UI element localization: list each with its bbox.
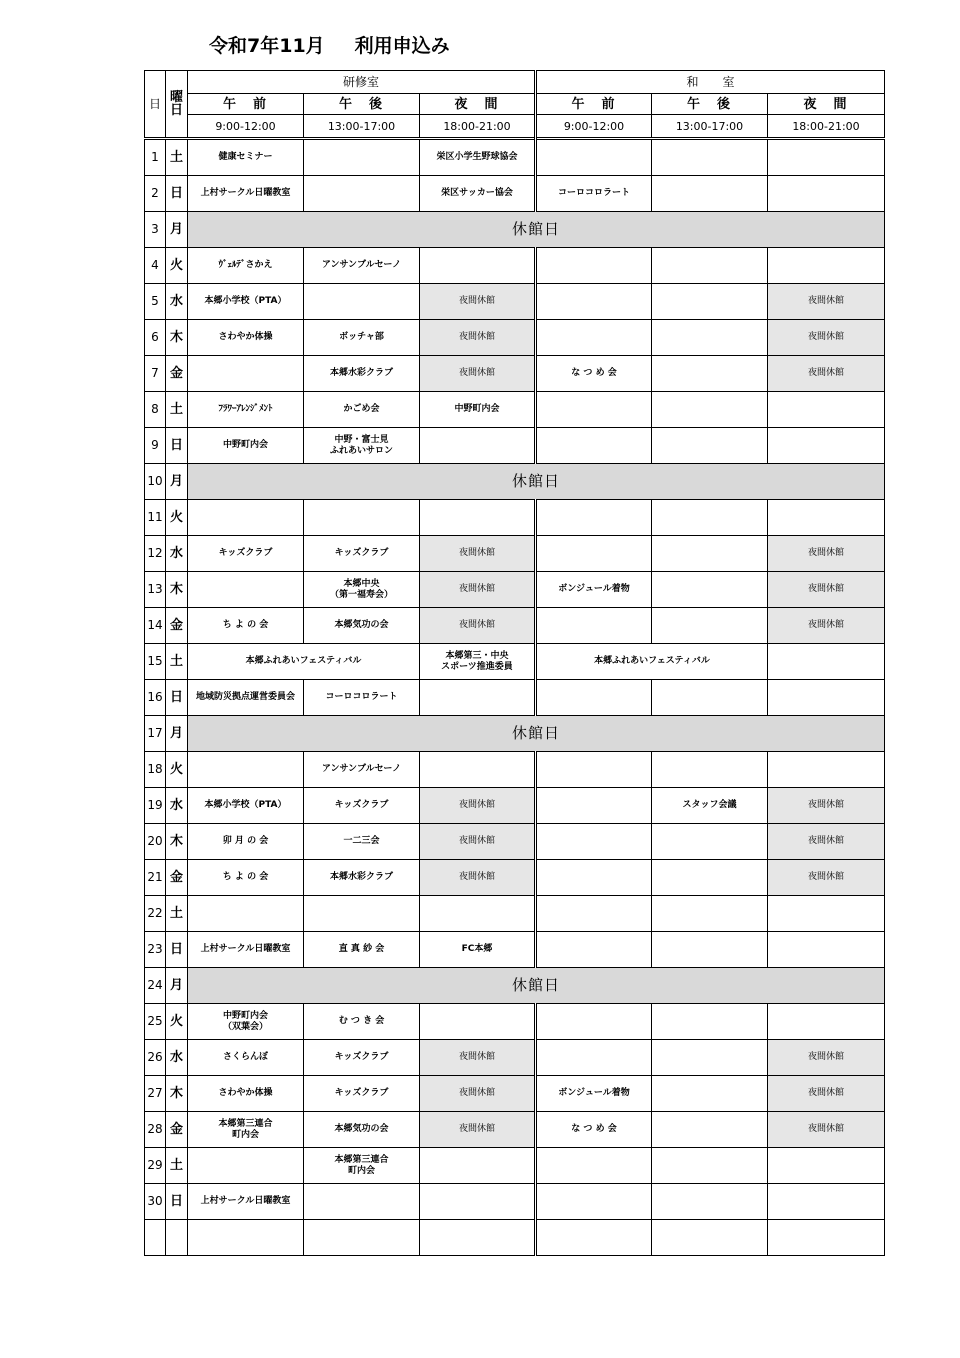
day-number: 7 [145,356,166,392]
booking-cell: 中野・富士見 ふれあいサロン [304,428,420,464]
booking-cell [536,536,652,572]
weekday: 土 [166,392,188,428]
booking-cell [188,752,304,788]
night-closed-cell: 夜間休館 [768,1076,885,1112]
booking-cell: 地域防災拠点運営委員会 [188,680,304,716]
closed-day-banner: 休館日 [188,716,885,752]
table-row [145,896,885,932]
booking-cell [536,284,652,320]
weekday: 木 [166,824,188,860]
booking-cell [768,1148,885,1184]
table-row [145,752,885,788]
table-row [145,1040,885,1076]
weekday: 土 [166,896,188,932]
schedule-table [144,70,885,1256]
day-number: 30 [145,1184,166,1220]
table-row [145,1220,885,1256]
header-weekday: 曜 日 [166,71,188,139]
night-closed-cell: 夜間休館 [420,608,536,644]
booking-cell [652,1220,768,1256]
booking-cell: な つ め 会 [536,356,652,392]
booking-cell: 本郷第三・中央 スポーツ推進委員 [420,644,536,680]
booking-cell [536,1184,652,1220]
title-subtitle: 利用申込み [354,35,450,57]
table-row [145,788,885,824]
booking-cell [304,139,420,176]
day-number: 19 [145,788,166,824]
booking-cell: 本郷第三連合 町内会 [188,1112,304,1148]
weekday: 月 [166,968,188,1004]
night-closed-cell: 夜間休館 [420,788,536,824]
booking-cell [652,1148,768,1184]
booking-cell: FC本郷 [420,932,536,968]
booking-cell: キッズクラブ [304,1040,420,1076]
day-number: 6 [145,320,166,356]
booking-cell [652,1040,768,1076]
weekday: 木 [166,572,188,608]
weekday: 日 [166,932,188,968]
day-number: 29 [145,1148,166,1184]
night-closed-cell: 夜間休館 [420,572,536,608]
weekday: 水 [166,284,188,320]
night-closed-cell: 夜間休館 [768,824,885,860]
booking-cell [768,1184,885,1220]
booking-cell [652,860,768,896]
booking-cell [768,139,885,176]
booking-cell [652,608,768,644]
slot-header: 午 前 [188,94,304,115]
table-row [145,1004,885,1040]
slot-time: 18:00-21:00 [420,115,536,139]
night-closed-cell: 夜間休館 [768,572,885,608]
booking-cell [652,284,768,320]
weekday: 水 [166,1040,188,1076]
booking-cell: 本郷ふれあいフェスティバル [536,644,768,680]
weekday: 日 [166,176,188,212]
booking-cell: 本郷気功の会 [304,1112,420,1148]
day-number: 25 [145,1004,166,1040]
booking-cell: ボンジュール着物 [536,1076,652,1112]
booking-cell [652,1004,768,1040]
booking-cell [768,248,885,284]
table-row [145,248,885,284]
day-number: 21 [145,860,166,896]
weekday [166,1220,188,1256]
booking-cell: ﾌﾗﾜｰｱﾚﾝｼﾞﾒﾝﾄ [188,392,304,428]
booking-cell [536,1220,652,1256]
slot-header: 午 後 [652,94,768,115]
booking-cell [536,788,652,824]
weekday: 水 [166,788,188,824]
table-row [145,536,885,572]
booking-cell: 本郷水彩クラブ [304,356,420,392]
booking-cell: 本郷小学校（PTA） [188,284,304,320]
booking-cell [536,932,652,968]
booking-cell: 栄区サッカー協会 [420,176,536,212]
booking-cell: 本郷小学校（PTA） [188,788,304,824]
day-number: 2 [145,176,166,212]
booking-cell [536,428,652,464]
booking-cell [420,428,536,464]
day-number: 9 [145,428,166,464]
booking-cell: 中野町内会 [420,392,536,428]
booking-cell [536,500,652,536]
booking-cell: コーロコロラート [536,176,652,212]
booking-cell [652,248,768,284]
closed-day-banner: 休館日 [188,968,885,1004]
booking-cell [420,680,536,716]
slot-header: 午 後 [304,94,420,115]
day-number: 27 [145,1076,166,1112]
booking-cell [304,284,420,320]
night-closed-cell: 夜間休館 [420,1040,536,1076]
booking-cell [536,752,652,788]
weekday: 木 [166,320,188,356]
booking-cell: 直 真 紗 会 [304,932,420,968]
booking-cell: 中野町内会 （双葉会） [188,1004,304,1040]
booking-cell [420,248,536,284]
table-row [145,284,885,320]
night-closed-cell: 夜間休館 [768,1040,885,1076]
booking-cell [536,824,652,860]
booking-cell [768,932,885,968]
booking-cell [652,572,768,608]
booking-cell [536,860,652,896]
table-row [145,1076,885,1112]
booking-cell [536,1004,652,1040]
day-number: 18 [145,752,166,788]
booking-cell [188,356,304,392]
night-closed-cell: 夜間休館 [768,1112,885,1148]
day-number: 13 [145,572,166,608]
booking-cell [536,608,652,644]
booking-cell [536,1040,652,1076]
booking-cell: ち よ の 会 [188,860,304,896]
booking-cell [768,896,885,932]
booking-cell [304,896,420,932]
weekday: 火 [166,248,188,284]
booking-cell: 栄区小学生野球協会 [420,139,536,176]
booking-cell: キッズクラブ [304,1076,420,1112]
booking-cell [768,392,885,428]
table-row [145,392,885,428]
booking-cell: 本郷気功の会 [304,608,420,644]
night-closed-cell: 夜間休館 [420,536,536,572]
day-number: 3 [145,212,166,248]
booking-cell [652,139,768,176]
booking-cell [188,500,304,536]
booking-cell [768,500,885,536]
night-closed-cell: 夜間休館 [420,284,536,320]
booking-cell [652,428,768,464]
booking-cell: 卯 月 の 会 [188,824,304,860]
booking-cell [420,500,536,536]
weekday: 火 [166,752,188,788]
closed-day-banner: 休館日 [188,464,885,500]
title-month: 令和7年11月 [209,35,325,57]
booking-cell: ち よ の 会 [188,608,304,644]
booking-cell: 上村サークル日曜教室 [188,1184,304,1220]
booking-cell [188,896,304,932]
booking-cell [768,176,885,212]
weekday: 日 [166,428,188,464]
booking-cell [652,1184,768,1220]
booking-cell: 上村サークル日曜教室 [188,932,304,968]
weekday: 土 [166,139,188,176]
booking-cell [536,680,652,716]
table-row [145,428,885,464]
booking-cell [420,752,536,788]
booking-cell: アンサンブルセーノ [304,752,420,788]
booking-cell: さわやか体操 [188,320,304,356]
weekday: 月 [166,464,188,500]
night-closed-cell: 夜間休館 [420,320,536,356]
table-row [145,932,885,968]
weekday: 金 [166,860,188,896]
booking-cell [536,320,652,356]
table-row [145,716,885,752]
header-day: 日 [145,71,166,139]
night-closed-cell: 夜間休館 [768,284,885,320]
table-row [145,824,885,860]
booking-cell [652,752,768,788]
weekday: 日 [166,1184,188,1220]
slot-header: 夜 間 [420,94,536,115]
table-row [145,500,885,536]
table-row [145,1112,885,1148]
day-number: 8 [145,392,166,428]
table-row [145,572,885,608]
table-row [145,680,885,716]
slot-header: 午 前 [536,94,652,115]
slot-time: 9:00-12:00 [188,115,304,139]
day-number: 5 [145,284,166,320]
day-number: 14 [145,608,166,644]
booking-cell [188,572,304,608]
weekday: 月 [166,212,188,248]
booking-cell [652,1076,768,1112]
booking-cell [304,176,420,212]
booking-cell [420,1148,536,1184]
booking-cell [652,680,768,716]
night-closed-cell: 夜間休館 [768,536,885,572]
day-number: 4 [145,248,166,284]
night-closed-cell: 夜間休館 [420,824,536,860]
booking-cell: ｳﾞｪﾙﾃﾞさかえ [188,248,304,284]
night-closed-cell: 夜間休館 [768,860,885,896]
day-number: 22 [145,896,166,932]
weekday: 火 [166,500,188,536]
header-room-washitsu: 和 室 [536,71,885,94]
slot-time: 13:00-17:00 [652,115,768,139]
booking-cell: キッズクラブ [188,536,304,572]
booking-cell: ボンジュール着物 [536,572,652,608]
booking-cell: む つ き 会 [304,1004,420,1040]
booking-cell [188,1148,304,1184]
booking-cell [652,932,768,968]
day-number: 16 [145,680,166,716]
booking-cell: 本郷中央 （第一福寿会） [304,572,420,608]
page-title [209,31,450,58]
slot-time: 18:00-21:00 [768,115,885,139]
booking-cell [768,428,885,464]
booking-cell [652,356,768,392]
day-number: 28 [145,1112,166,1148]
table-row [145,644,885,680]
closed-day-banner: 休館日 [188,212,885,248]
booking-cell [768,680,885,716]
weekday: 土 [166,1148,188,1184]
booking-cell: コーロコロラート [304,680,420,716]
booking-cell: アンサンブルセーノ [304,248,420,284]
weekday: 日 [166,680,188,716]
booking-cell: 中野町内会 [188,428,304,464]
slot-time: 9:00-12:00 [536,115,652,139]
weekday: 金 [166,1112,188,1148]
booking-cell [304,1184,420,1220]
booking-cell: 健康セミナー [188,139,304,176]
booking-cell: キッズクラブ [304,788,420,824]
table-row [145,860,885,896]
weekday: 金 [166,356,188,392]
booking-cell [536,139,652,176]
booking-cell [304,1220,420,1256]
booking-cell: 本郷水彩クラブ [304,860,420,896]
booking-cell [420,896,536,932]
booking-cell [536,896,652,932]
weekday: 火 [166,1004,188,1040]
booking-cell [420,1004,536,1040]
day-number: 12 [145,536,166,572]
night-closed-cell: 夜間休館 [768,320,885,356]
booking-cell [420,1184,536,1220]
booking-cell: さくらんぼ [188,1040,304,1076]
booking-cell: 本郷第三連合 町内会 [304,1148,420,1184]
table-row [145,464,885,500]
weekday: 木 [166,1076,188,1112]
day-number: 10 [145,464,166,500]
booking-cell [768,1220,885,1256]
booking-cell [304,500,420,536]
night-closed-cell: 夜間休館 [420,1076,536,1112]
day-number: 24 [145,968,166,1004]
table-row [145,212,885,248]
day-number: 26 [145,1040,166,1076]
night-closed-cell: 夜間休館 [420,1112,536,1148]
table-row [145,320,885,356]
booking-cell: ボッチャ部 [304,320,420,356]
booking-cell [536,248,652,284]
day-number: 15 [145,644,166,680]
day-number: 11 [145,500,166,536]
day-number [145,1220,166,1256]
booking-cell [188,1220,304,1256]
table-row [145,139,885,176]
booking-cell [536,392,652,428]
night-closed-cell: 夜間休館 [420,860,536,896]
weekday: 水 [166,536,188,572]
table-row [145,356,885,392]
night-closed-cell: 夜間休館 [768,356,885,392]
weekday: 金 [166,608,188,644]
booking-cell [652,824,768,860]
slot-header: 夜 間 [768,94,885,115]
booking-cell [652,1112,768,1148]
header-room-kenshu: 研修室 [188,71,536,94]
booking-cell [652,536,768,572]
booking-cell [652,896,768,932]
booking-cell: キッズクラブ [304,536,420,572]
booking-cell: さわやか体操 [188,1076,304,1112]
night-closed-cell: 夜間休館 [768,608,885,644]
table-row [145,968,885,1004]
booking-cell [652,320,768,356]
weekday: 月 [166,716,188,752]
table-row [145,1148,885,1184]
night-closed-cell: 夜間休館 [768,788,885,824]
booking-cell [768,752,885,788]
table-row [145,608,885,644]
booking-cell [652,500,768,536]
booking-cell: 上村サークル日曜教室 [188,176,304,212]
booking-cell: 本郷ふれあいフェスティバル [188,644,420,680]
day-number: 23 [145,932,166,968]
booking-cell [768,644,885,680]
day-number: 1 [145,139,166,176]
booking-cell [536,1148,652,1184]
booking-cell: スタッフ会議 [652,788,768,824]
day-number: 20 [145,824,166,860]
table-row [145,1184,885,1220]
booking-cell [768,1004,885,1040]
weekday: 土 [166,644,188,680]
booking-cell [652,392,768,428]
booking-cell: かごめ会 [304,392,420,428]
booking-cell [420,1220,536,1256]
booking-cell [652,176,768,212]
night-closed-cell: 夜間休館 [420,356,536,392]
day-number: 17 [145,716,166,752]
slot-time: 13:00-17:00 [304,115,420,139]
booking-cell: な つ め 会 [536,1112,652,1148]
booking-cell: 一二三会 [304,824,420,860]
table-row [145,176,885,212]
